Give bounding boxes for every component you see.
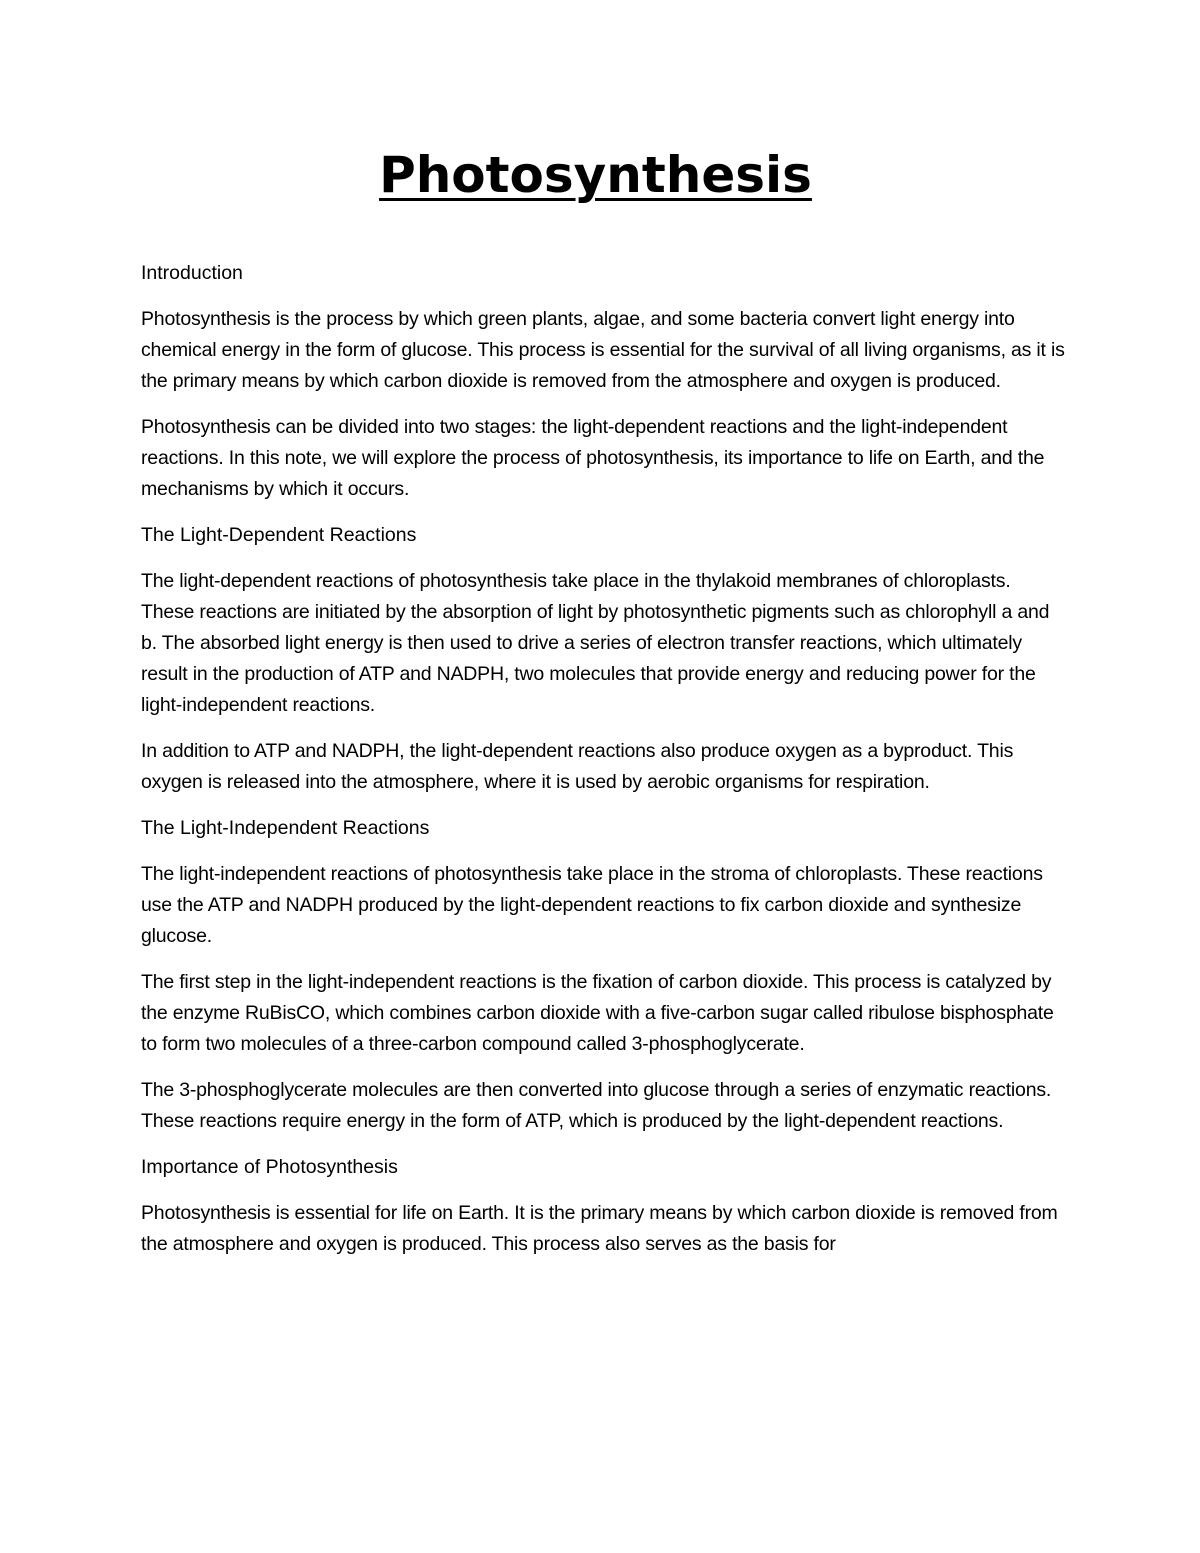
paragraph: The light-independent reactions of photosynthesis take place in the stroma of chloroplasts. These reactions use the ATP and NADPH produced by the light-dependent reactions to fix carbon dioxide and synthesize glucose.: [141, 863, 1043, 947]
section-heading-introduction: Introduction: [141, 262, 243, 284]
paragraph: Photosynthesis is essential for life on Earth. It is the primary means by which carbon dioxide is removed from the atmosphere and oxygen is produced. This process also serves as the basis for: [141, 1202, 1058, 1255]
section-heading-light-dependent-reactions: The Light-Dependent Reactions: [141, 524, 417, 546]
paragraph: The first step in the light-independent reactions is the fixation of carbon dioxide. This process is catalyzed by the enzyme RuBisCO, which combines carbon dioxide with a five-carbon sugar called ribulose bisphosphate to form two molecules of a three-carbon compound called 3-phosphoglycerate.: [141, 971, 1054, 1055]
paragraph: Photosynthesis is the process by which green plants, algae, and some bacteria convert light energy into chemical energy in the form of glucose. This process is essential for the survival of all living organisms, as it is the primary means by which carbon dioxide is removed from the atmosphere and oxygen is produced.: [141, 308, 1065, 392]
paragraph: The light-dependent reactions of photosynthesis take place in the thylakoid membranes of chloroplasts. These reactions are initiated by the absorption of light by photosynthetic pigments such as chlorophyll a and b. The absorbed light energy is then used to drive a series of electron transfer reactions, which ultimately result in the production of ATP and NADPH, two molecules that provide energy and reducing power for the light-independent reactions.: [141, 570, 1050, 716]
document-page: [141, 140, 1066, 1275]
section-heading-light-independent-reactions: The Light-Independent Reactions: [141, 817, 430, 839]
section-heading-importance: Importance of Photosynthesis: [141, 1156, 398, 1178]
paragraph: The 3-phosphoglycerate molecules are then converted into glucose through a series of enzymatic reactions. These reactions require energy in the form of ATP, which is produced by the light-dependent reactions.: [141, 1079, 1052, 1132]
paragraph: Photosynthesis can be divided into two stages: the light-dependent reactions and the light-independent reactions. In this note, we will explore the process of photosynthesis, its importance to life on Earth, and the mechanisms by which it occurs.: [141, 416, 1045, 500]
document-title: Photosynthesis: [379, 146, 812, 204]
paragraph: In addition to ATP and NADPH, the light-dependent reactions also produce oxygen as a byproduct. This oxygen is released into the atmosphere, where it is used by aerobic organisms for respiration.: [141, 740, 1014, 793]
